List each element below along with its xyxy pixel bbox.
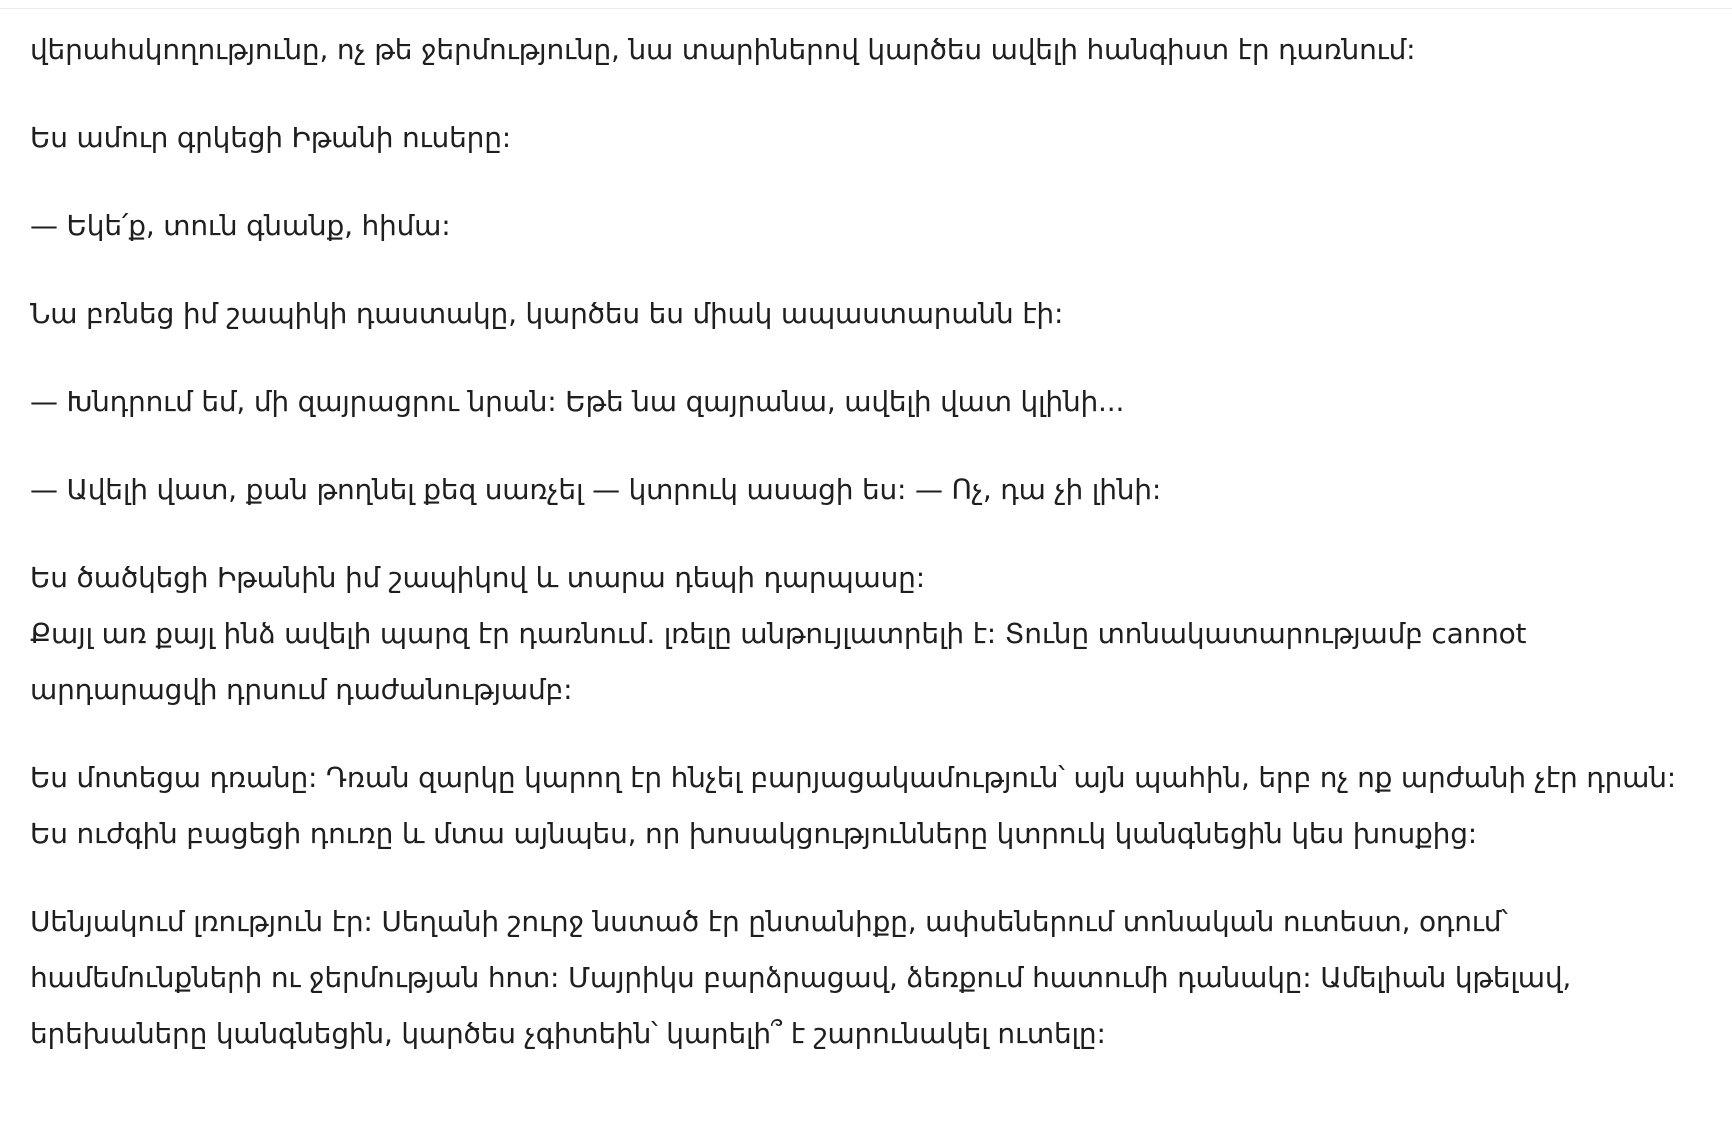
paragraph-2: Ես ամուր գրկեցի Իթանի ուսերը:	[30, 121, 511, 154]
paragraph-8: Քայլ առ քայլ ինձ ավելի պարզ էր դառնում. լռելը անթույլատրելի է: Տունը տոնակատարությամբ cannot արդարացվի դրսում դաժանությամբ:	[30, 617, 1527, 706]
paragraph-5: — Խնդրում եմ, մի զայրացրու նրան: Եթե նա զայրանա, ավելի վատ կլինի...	[30, 385, 1125, 418]
paragraph-3: — Եկե՛ք, տուն գնանք, հիմա:	[30, 209, 451, 242]
paragraph-4: Նա բռնեց իմ շապիկի դաստակը, կարծես ես միակ ապաստարանն էի:	[30, 297, 1064, 330]
paragraph-9: Ես մոտեցա դռանը: Դռան զարկը կարող էր հնչել բարյացակամություն՝ այն պահին, երբ ոչ ոք արժանի չէր դրան: Ես ուժգին բացեցի դուռը և մտա այնպես, որ խոսակցությունները կտրուկ կանգնեցին կես խոսքից:	[30, 761, 1676, 850]
story-text	[30, 22, 1690, 1094]
paragraph-7: Ես ծածկեցի Իթանին իմ շապիկով և տարա դեպի դարպասը:	[30, 561, 925, 594]
paragraph-1: վերահսկողությունը, ոչ թե ջերմությունը, նա տարիներով կարծես ավելի հանգիստ էր դառնում:	[30, 33, 1416, 66]
top-divider	[0, 8, 1732, 9]
paragraph-10: Սենյակում լռություն էր: Սեղանի շուրջ նստած էր ընտանիքը, ափսեներում տոնական ուտեստ, օդում՝ համեմունքների ու ջերմության հոտ: Մայրիկս բարձրացավ, ձեռքում հատումի դանակը: Ամելիան կթելավ, երեխաները կանգնեցին, կարծես չգիտեին՝ կարելի՞ է շարունակել ուտելը:	[30, 905, 1572, 1050]
paragraph-6: — Ավելի վատ, քան թողնել քեզ սառչել — կտրուկ ասացի ես: — Ոչ, դա չի լինի:	[30, 473, 1162, 506]
